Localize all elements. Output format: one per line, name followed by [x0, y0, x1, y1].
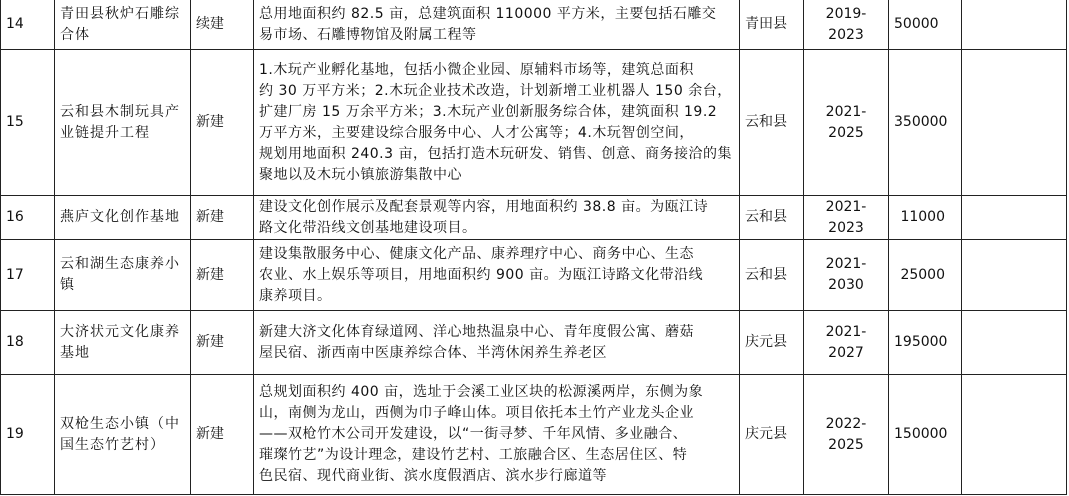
- project-name-cell: 双枪生态小镇（中国生态竹艺村）: [55, 375, 191, 495]
- investment-amount-cell: 195000: [889, 311, 962, 375]
- content-line: 农业、水上娱乐等项目，用地面积约 900 亩。为瓯江诗路文化带沿线: [259, 266, 704, 283]
- location-cell: 庆元县: [740, 375, 804, 495]
- investment-amount-cell: 350000: [889, 50, 962, 196]
- construction-period-cell: 2021-2027: [804, 311, 889, 375]
- location-cell: 青田县: [740, 0, 804, 50]
- table-row: [1, 0, 1067, 50]
- content-line: 屋民宿、浙西南中医康养综合体、半湾休闲养生养老区: [259, 344, 607, 361]
- construction-type-cell: 新建: [191, 50, 254, 196]
- row-number-cell: 15: [1, 50, 55, 196]
- table-body: [1, 0, 1067, 495]
- content-line: 建设文化创作展示及配套景观等内容，用地面积约 38.8 亩。为瓯江诗: [259, 198, 709, 215]
- table-row: [1, 50, 1067, 196]
- content-line: 新建大济文化体育绿道网、洋心地热温泉中心、青年度假公寓、蘑菇: [259, 323, 694, 340]
- content-line: 约 30 万平方米；2.木玩企业技术改造，计划新增工业机器人 150 余台，: [259, 82, 732, 99]
- content-line: 易市场、石雕博物馆及附属工程等: [259, 26, 477, 43]
- project-content-cell: [254, 311, 740, 375]
- content-line: 建设集散服务中心、健康文化产品、康养理疗中心、商务中心、生态: [259, 245, 694, 262]
- content-line: 康养项目。: [259, 287, 332, 304]
- remarks-cell: [962, 0, 1067, 50]
- investment-amount-cell: 11000: [889, 196, 962, 240]
- location-cell: 云和县: [740, 50, 804, 196]
- project-content-cell: [254, 50, 740, 196]
- investment-amount-cell: 50000: [889, 0, 962, 50]
- project-name-cell: 大济状元文化康养基地: [55, 311, 191, 375]
- construction-period-cell: 2021-2023: [804, 196, 889, 240]
- content-line: 色民宿、现代商业街、滨水度假酒店、滨水步行廊道等: [259, 468, 607, 484]
- construction-period-cell: 2019-2023: [804, 0, 889, 50]
- project-name-cell: 云和县木制玩具产业链提升工程: [55, 50, 191, 196]
- construction-period-cell: 2022-2025: [804, 375, 889, 495]
- table-row: [1, 240, 1067, 311]
- construction-type-cell: 新建: [191, 311, 254, 375]
- construction-type-cell: 新建: [191, 375, 254, 495]
- construction-type-cell: 新建: [191, 196, 254, 240]
- content-line: 聚地以及木玩小镇旅游集散中心: [259, 166, 462, 183]
- remarks-cell: [962, 375, 1067, 495]
- construction-type-cell: 续建: [191, 0, 254, 50]
- row-number-cell: 18: [1, 311, 55, 375]
- row-number-cell: 19: [1, 375, 55, 495]
- content-line: 璀璨竹艺”为设计理念，建设竹艺村、工旅融合区、生态居住区、特: [259, 447, 688, 463]
- content-line: 总规划面积约 400 亩，选址于会溪工业区块的松源溪两岸，东侧为象: [259, 384, 704, 400]
- row-number-cell: 16: [1, 196, 55, 240]
- content-line: 1.木玩产业孵化基地，包括小微企业园、原辅料市场等，建筑总面积: [259, 61, 694, 78]
- row-number-cell: 17: [1, 240, 55, 311]
- construction-period-cell: 2021-2025: [804, 50, 889, 196]
- project-content-cell: [254, 196, 740, 240]
- table-row: [1, 375, 1067, 495]
- location-cell: 庆元县: [740, 311, 804, 375]
- content-line: 扩建厂房 15 万余平方米；3.木玩产业创新服务综合体，建筑面积 19.2: [259, 103, 718, 120]
- content-line: ——双枪竹木公司开发建设，以“一街寻梦、千年风情、多业融合、: [259, 426, 688, 442]
- table-row: [1, 196, 1067, 240]
- construction-type-cell: 新建: [191, 240, 254, 311]
- project-content-cell: [254, 0, 740, 50]
- project-content-cell: [254, 375, 740, 495]
- remarks-cell: [962, 240, 1067, 311]
- content-line: 总用地面积约 82.5 亩，总建筑面积 110000 平方米，主要包括石雕交: [259, 5, 717, 22]
- investment-amount-cell: 150000: [889, 375, 962, 495]
- content-line: 山，南侧为龙山，西侧为巾子峰山体。项目依托本土竹产业龙头企业: [259, 405, 694, 421]
- content-line: 万平方米，主要建设综合服务中心、人才公寓等；4.木玩智创空间，: [259, 124, 694, 141]
- project-name-cell: 燕庐文化创作基地: [55, 196, 191, 240]
- project-name-cell: 云和湖生态康养小镇: [55, 240, 191, 311]
- content-line: 路文化带沿线文创基地建设项目。: [259, 219, 477, 236]
- location-cell: 云和县: [740, 240, 804, 311]
- location-cell: 云和县: [740, 196, 804, 240]
- content-line: 规划用地面积 240.3 亩，包括打造木玩研发、销售、创意、商务接洽的集: [259, 145, 732, 162]
- row-number-cell: 14: [1, 0, 55, 50]
- construction-period-cell: 2021-2030: [804, 240, 889, 311]
- remarks-cell: [962, 50, 1067, 196]
- remarks-cell: [962, 311, 1067, 375]
- investment-amount-cell: 25000: [889, 240, 962, 311]
- table-row: [1, 311, 1067, 375]
- project-name-cell: 青田县秋炉石雕综合体: [55, 0, 191, 50]
- project-content-cell: [254, 240, 740, 311]
- remarks-cell: [962, 196, 1067, 240]
